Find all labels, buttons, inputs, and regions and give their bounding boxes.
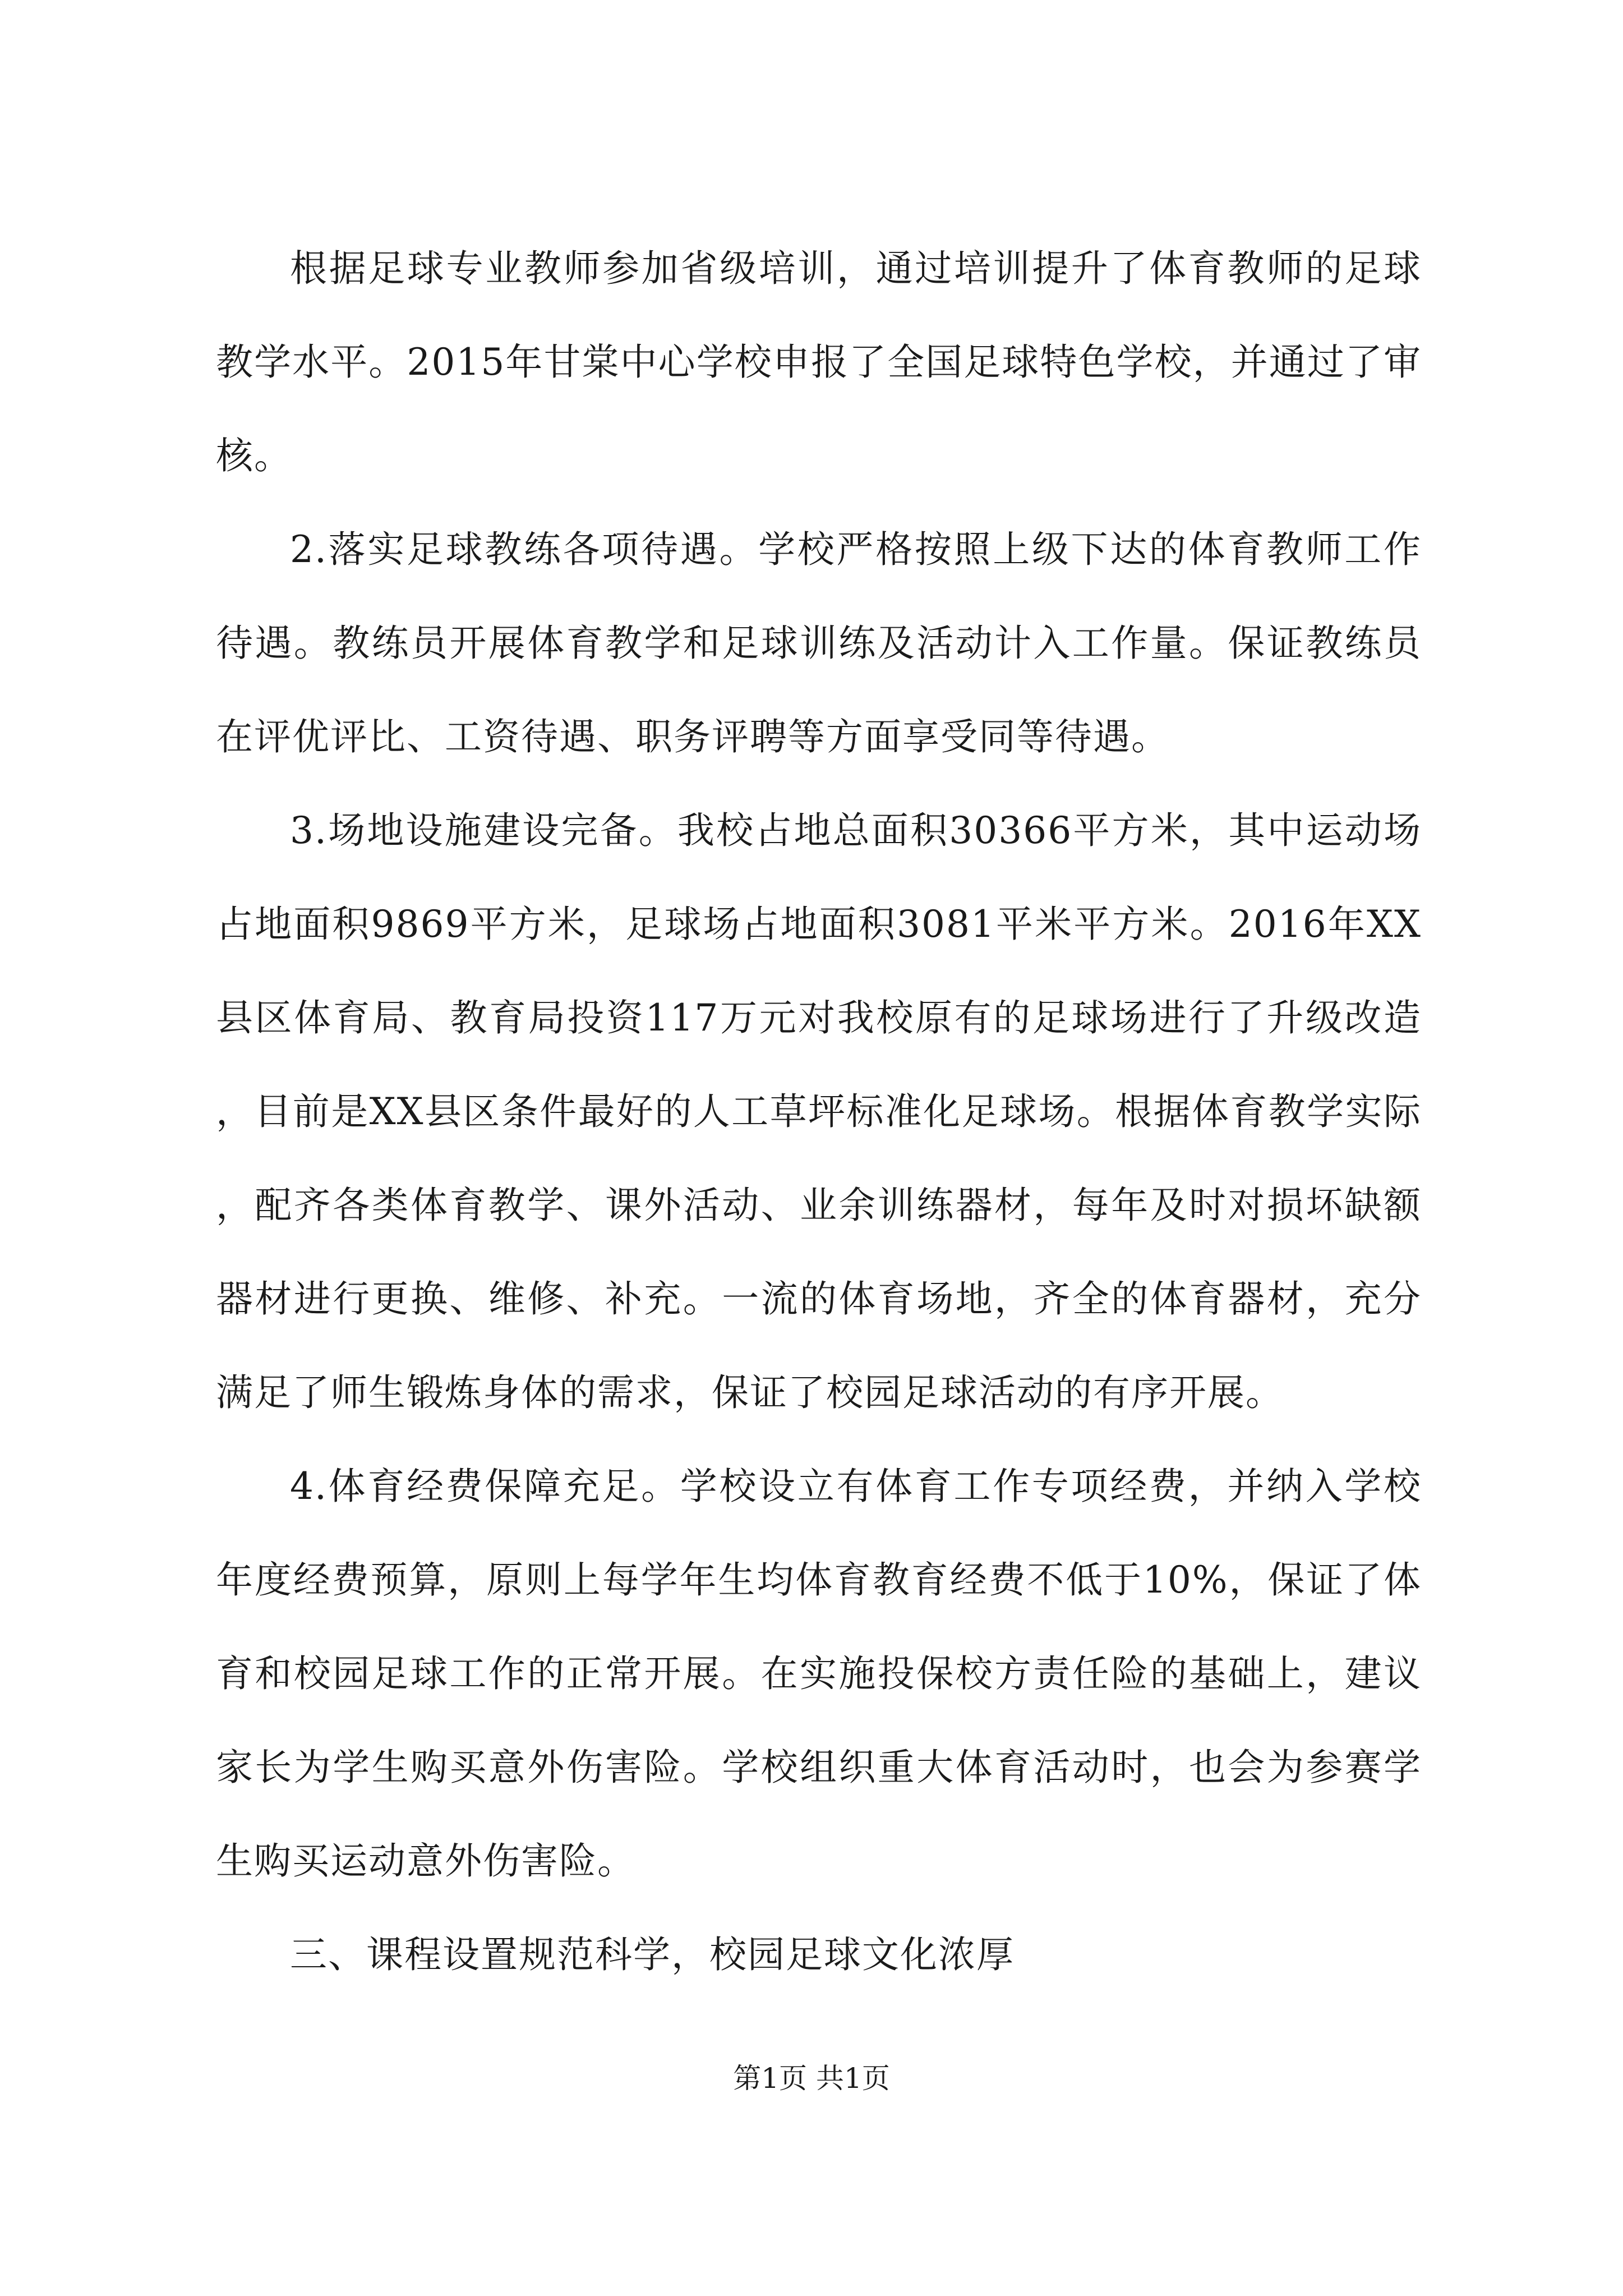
page-footer: 第1页 共1页	[733, 2062, 890, 2095]
section-heading-curriculum: 三、课程设置规范科学，校园足球文化浓厚	[290, 1933, 1015, 1976]
document-body	[216, 222, 1422, 2001]
paragraph-coach-benefits: 2.落实足球教练各项待遇。学校严格按照上级下达的体育教师工作待遇。教练员开展体育教学和足球训练及活动计入工作量。保证教练员在评优评比、工资待遇、职务评聘等方面享受同等待遇。	[216, 528, 1422, 758]
paragraph-funding: 4.体育经费保障充足。学校设立有体育工作专项经费，并纳入学校年度经费预算，原则上每学年生均体育教育经费不低于10%，保证了体育和校园足球工作的正常开展。在实施投保校方责任险的基础上，建议家长为学生购买意外伤害险。学校组织重大体育活动时，也会为参赛学生购买运动意外伤害险。	[216, 1465, 1422, 1883]
paragraph-training: 根据足球专业教师参加省级培训，通过培训提升了体育教师的足球教学水平。2015年甘棠中心学校申报了全国足球特色学校，并通过了审核。	[216, 247, 1422, 477]
paragraph-facilities: 3.场地设施建设完备。我校占地总面积30366平方米，其中运动场占地面积9869平方米，足球场占地面积3081平米平方米。2016年XX县区体育局、教育局投资117万元对我校原有的足球场进行了升级改造，目前是XX县区条件最好的人工草坪标准化足球场。根据体育教学实际，配齐各类体育教学、课外活动、业余训练器材，每年及时对损坏缺额器材进行更换、维修、补充。一流的体育场地，齐全的体育器材，充分满足了师生锻炼身体的需求，保证了校园足球活动的有序开展。	[216, 809, 1422, 1414]
